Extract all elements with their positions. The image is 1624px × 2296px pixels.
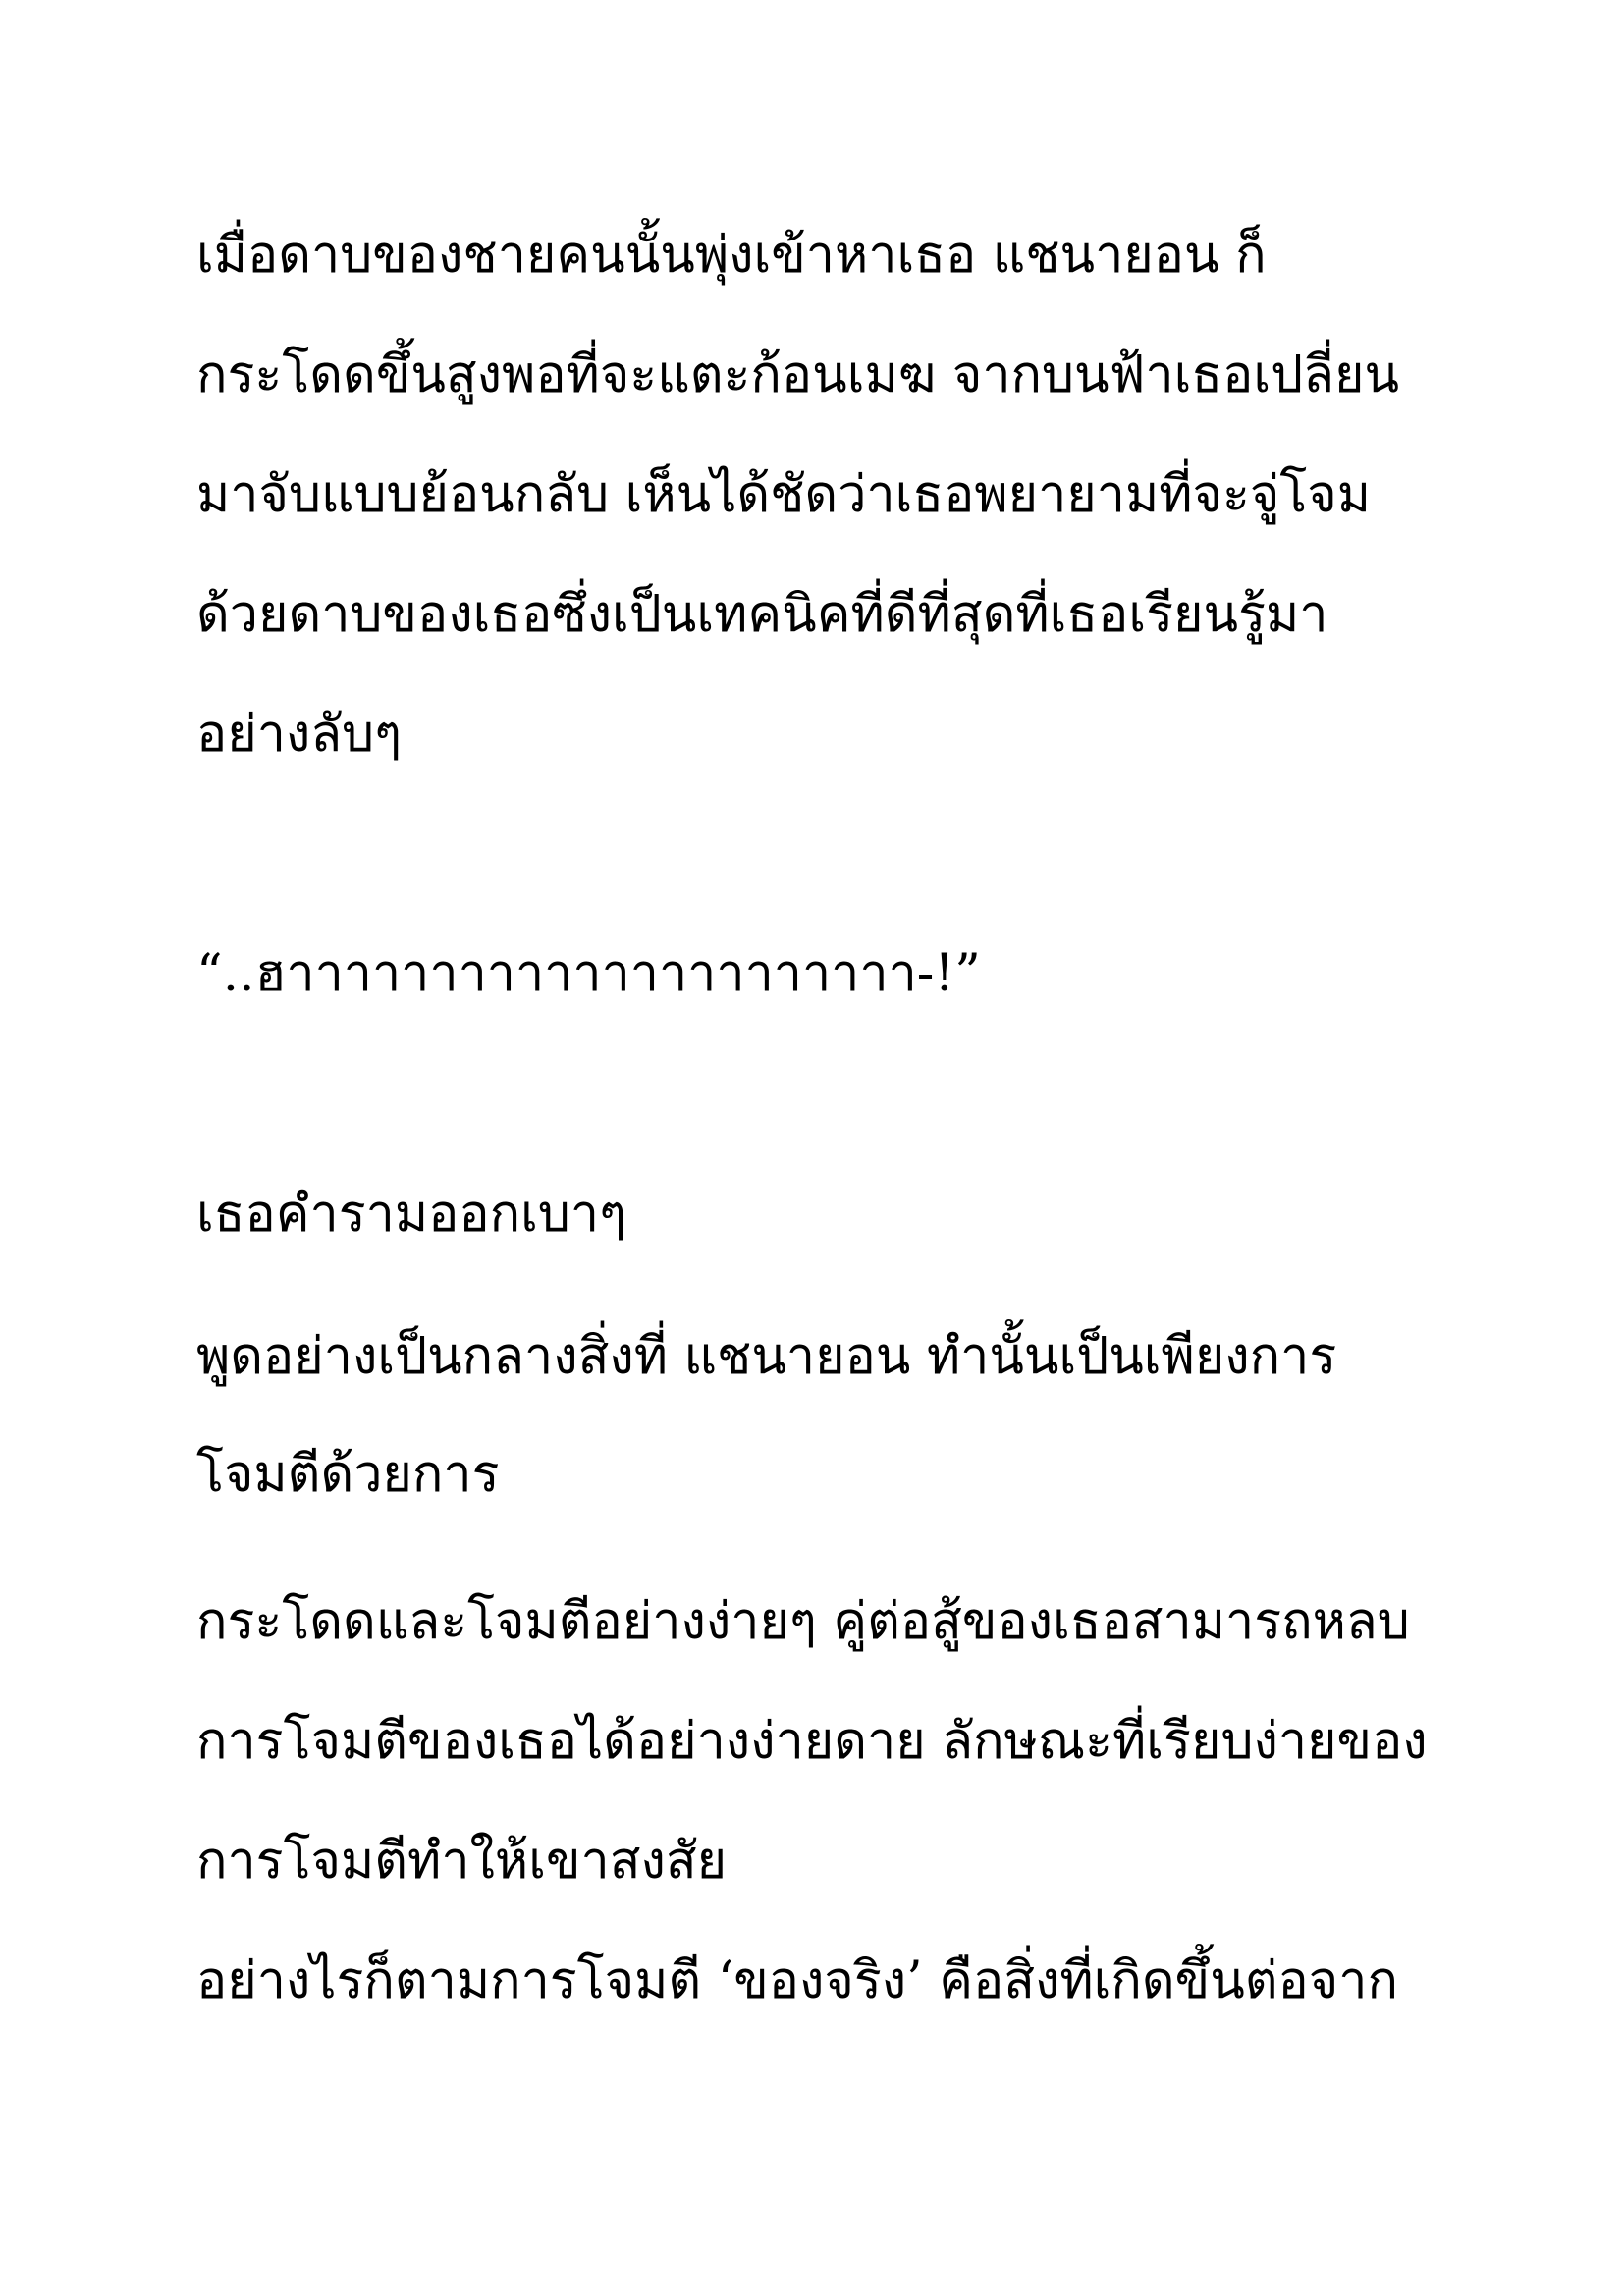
text-line: กระโดดขึ้นสูงพอที่จะแตะก้อนเมฆ จากบนฟ้าเธอเปลี่ยน: [196, 346, 1399, 404]
text-line: การโจมตีทำให้เขาสงสัย: [196, 1832, 728, 1891]
text-line: เมื่อดาบของชายคนนั้นพุ่งเข้าหาเธอ แชนายอน ก็: [196, 226, 1267, 285]
text-line: การโจมตีของเธอได้อย่างง่ายดาย ลักษณะที่เรียบง่ายของ: [196, 1712, 1428, 1771]
text-line: เธอคำรามออกเบาๆ: [196, 1185, 626, 1244]
text-line: โจมตีด้วยการ: [196, 1445, 500, 1504]
text-line: กระโดดและโจมตีอย่างง่ายๆ คู่ต่อสู้ของเธอสามารถหลบ: [196, 1592, 1410, 1651]
text-line: อย่างไรก็ตามการโจมตี ‘ของจริง’ คือสิ่งที่เกิดขึ้นต่อจาก: [196, 1951, 1398, 2010]
dialogue-line: “..ฮาาาาาาาาาาาาาาาาาาาาาา-!”: [196, 944, 981, 1003]
text-line: มาจับแบบย้อนกลับ เห็นได้ชัดว่าเธอพยายามที่จะจู่โจม: [196, 465, 1372, 524]
text-line: ด้วยดาบของเธอซึ่งเป็นเทคนิคที่ดีที่สุดที่เธอเรียนรู้มา: [196, 585, 1328, 644]
text-line: อย่างลับๆ: [196, 705, 403, 764]
text-line: พูดอย่างเป็นกลางสิ่งที่ แชนายอน ทำนั้นเป็นเพียงการ: [196, 1327, 1337, 1386]
